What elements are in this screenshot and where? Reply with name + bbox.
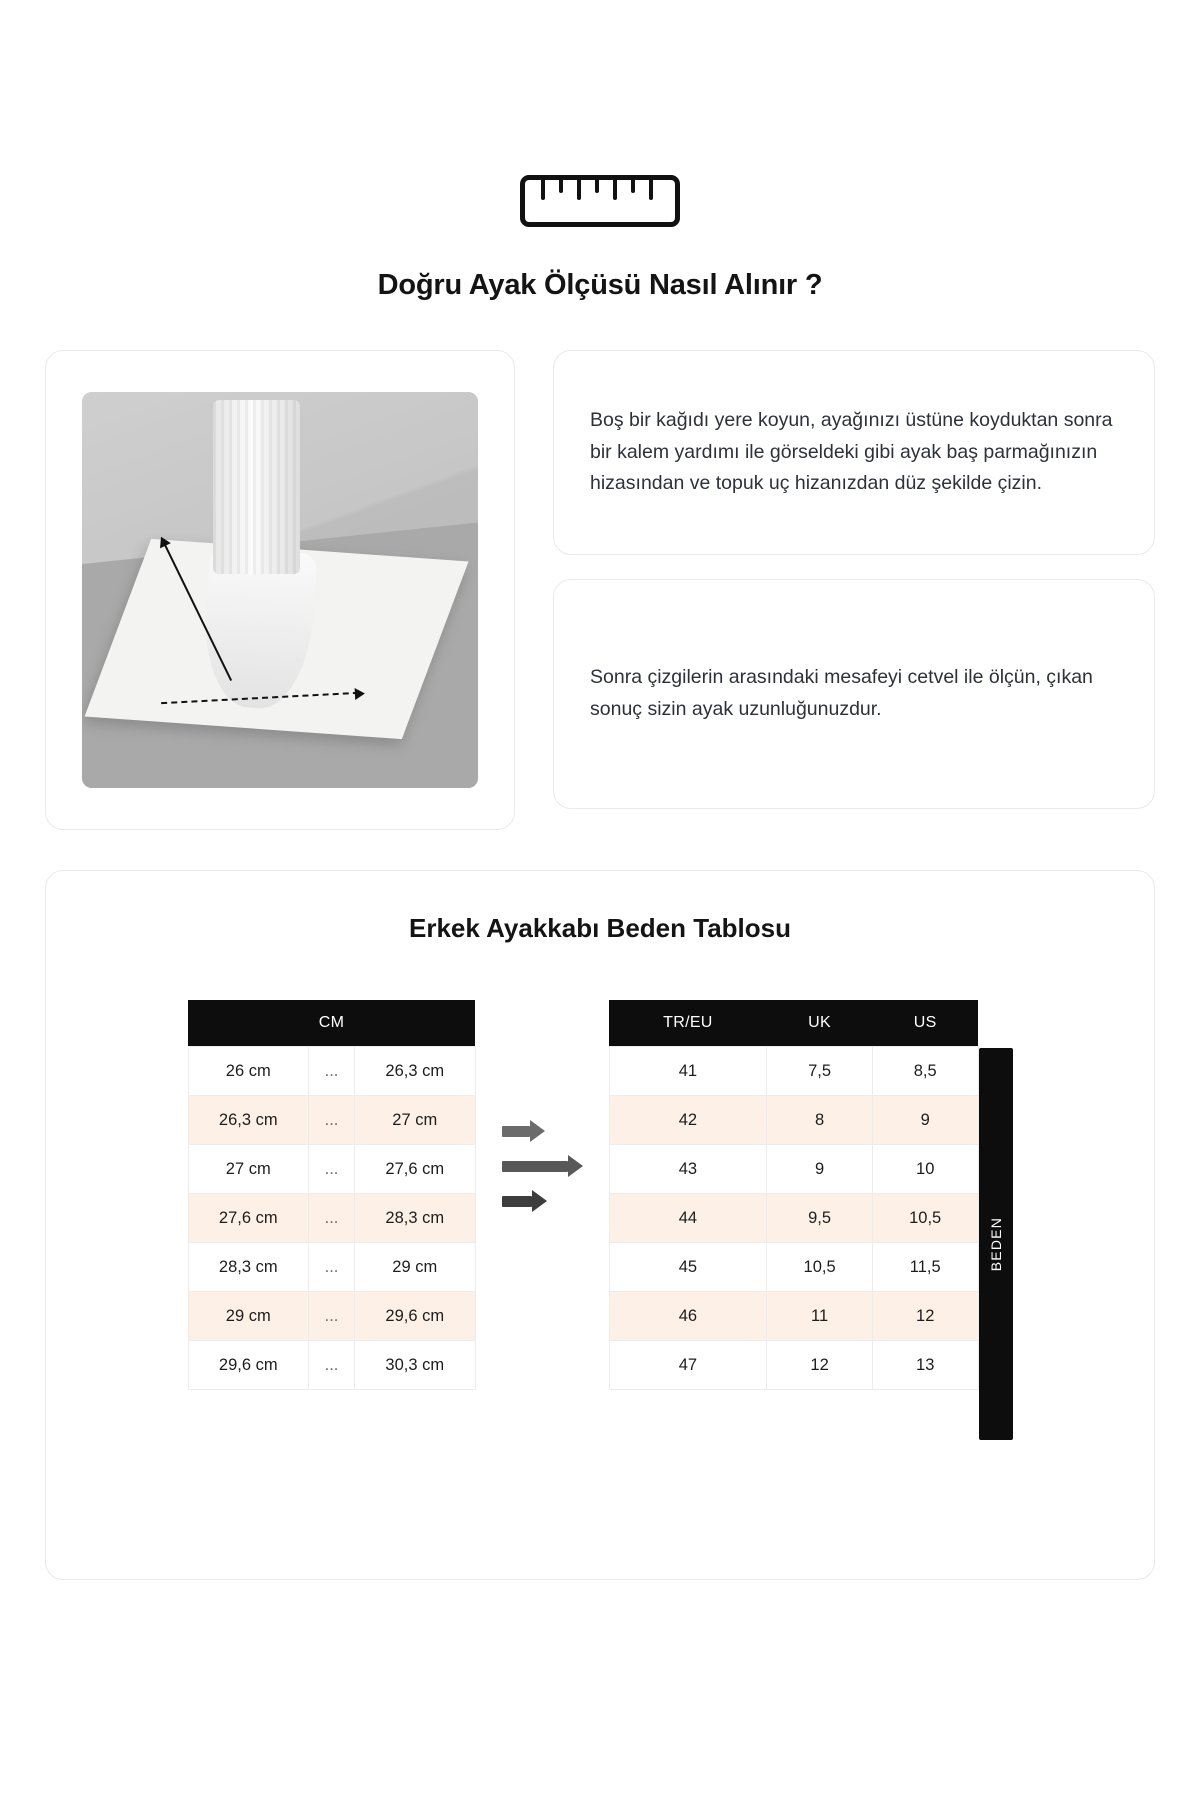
size-us: 13 (872, 1341, 978, 1390)
arrow-icon-medium (502, 1190, 583, 1212)
size-eu: 43 (609, 1145, 767, 1194)
size-eu: 47 (609, 1341, 767, 1390)
cm-separator: ... (309, 1243, 355, 1292)
conversion-arrows (476, 1120, 609, 1212)
instruction-text-1: Boş bir kağıdı yere koyun, ayağınızı üstüne koyduktan sonra bir kalem yardımı ile görseldeki gibi ayak baş parmağınızın hizasından ve topuk uç hizanızdan düz şekilde çizin. (590, 409, 1113, 495)
size-header-eu: TR/EU (609, 1000, 767, 1047)
page-title: Doğru Ayak Ölçüsü Nasıl Alınır ? (377, 269, 823, 301)
table-row (188, 1145, 475, 1194)
cm-separator: ... (309, 1194, 355, 1243)
size-uk: 11 (767, 1292, 873, 1341)
instruction-card-1 (553, 350, 1155, 555)
cm-from: 27,6 cm (188, 1194, 309, 1243)
table-row (188, 1047, 475, 1096)
size-uk: 12 (767, 1341, 873, 1390)
table-row (609, 1243, 978, 1292)
instructions-section (45, 350, 1155, 830)
table-row (609, 1096, 978, 1145)
table-row (188, 1341, 475, 1390)
cm-separator: ... (309, 1047, 355, 1096)
cm-from: 26,3 cm (188, 1096, 309, 1145)
size-us: 10,5 (872, 1194, 978, 1243)
table-row (609, 1145, 978, 1194)
cm-from: 26 cm (188, 1047, 309, 1096)
cm-separator: ... (309, 1292, 355, 1341)
cm-to: 26,3 cm (355, 1047, 476, 1096)
cm-separator: ... (309, 1341, 355, 1390)
size-uk: 10,5 (767, 1243, 873, 1292)
arrow-icon-long (502, 1155, 583, 1177)
size-us: 11,5 (872, 1243, 978, 1292)
cm-from: 29,6 cm (188, 1341, 309, 1390)
ruler-icon (520, 175, 680, 227)
table-row (609, 1341, 978, 1390)
table-row (188, 1243, 475, 1292)
size-us: 10 (872, 1145, 978, 1194)
size-eu: 42 (609, 1096, 767, 1145)
size-uk: 7,5 (767, 1047, 873, 1096)
table-row (609, 1194, 978, 1243)
cm-to: 30,3 cm (355, 1341, 476, 1390)
arrow-icon-small (502, 1120, 583, 1142)
size-uk: 9 (767, 1145, 873, 1194)
table-row (609, 1292, 978, 1341)
size-uk: 8 (767, 1096, 873, 1145)
cm-separator: ... (309, 1145, 355, 1194)
beden-side-label-text: BEDEN (987, 1216, 1004, 1272)
cm-separator: ... (309, 1096, 355, 1145)
instruction-text-2: Sonra çizgilerin arasındaki mesafeyi cetvel ile ölçün, çıkan sonuç sizin ayak uzunluğunuzdur. (590, 666, 1093, 720)
table-row (188, 1292, 475, 1341)
cm-table-header: CM (188, 1000, 475, 1047)
instruction-card-2 (553, 579, 1155, 809)
size-table-title: Erkek Ayakkabı Beden Tablosu (409, 913, 791, 943)
size-eu: 45 (609, 1243, 767, 1292)
size-header-uk: UK (767, 1000, 873, 1047)
size-us: 9 (872, 1096, 978, 1145)
foot-measurement-photo-card (45, 350, 515, 830)
table-row (188, 1194, 475, 1243)
size-us: 8,5 (872, 1047, 978, 1096)
cm-from: 29 cm (188, 1292, 309, 1341)
size-uk: 9,5 (767, 1194, 873, 1243)
foot-measurement-photo (82, 392, 478, 788)
cm-from: 27 cm (188, 1145, 309, 1194)
size-us: 12 (872, 1292, 978, 1341)
size-eu: 46 (609, 1292, 767, 1341)
size-conversion-table (609, 1000, 979, 1390)
cm-to: 29,6 cm (355, 1292, 476, 1341)
table-row (188, 1096, 475, 1145)
size-eu: 44 (609, 1194, 767, 1243)
ruler-icon-wrapper (45, 175, 1155, 227)
size-header-us: US (872, 1000, 978, 1047)
cm-to: 29 cm (355, 1243, 476, 1292)
table-row (609, 1047, 978, 1096)
cm-to: 27 cm (355, 1096, 476, 1145)
size-eu: 41 (609, 1047, 767, 1096)
cm-table (188, 1000, 476, 1390)
cm-to: 27,6 cm (355, 1145, 476, 1194)
cm-to: 28,3 cm (355, 1194, 476, 1243)
beden-side-label (979, 1048, 1013, 1440)
cm-from: 28,3 cm (188, 1243, 309, 1292)
size-table-card (45, 870, 1155, 1580)
